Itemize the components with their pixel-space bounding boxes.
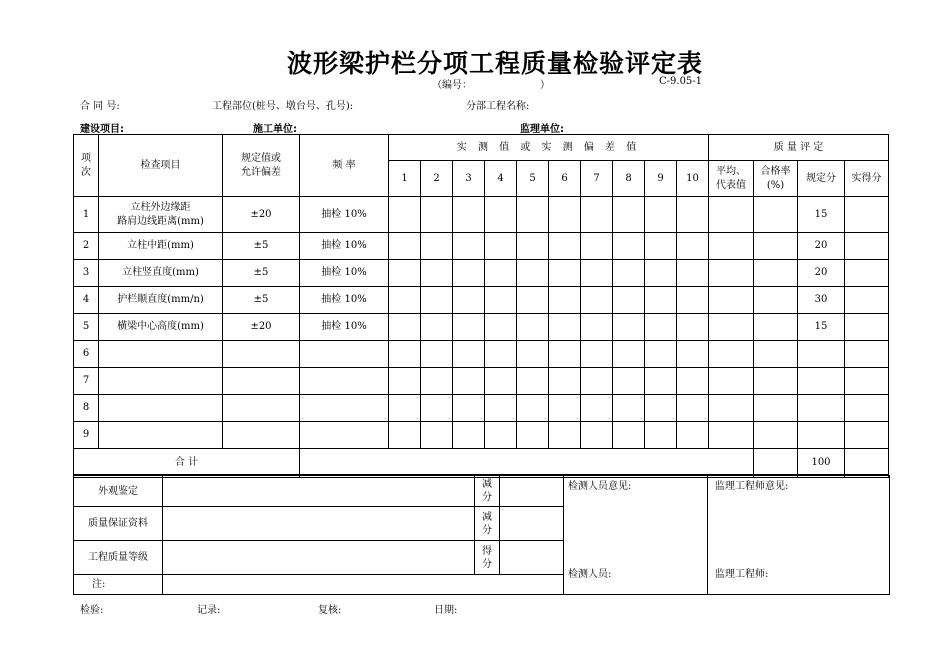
row-measured-cell [517,260,549,287]
row-frequency: 抽检 10% [300,197,389,233]
row-frequency: 抽检 10% [300,233,389,260]
row-check-item: 立柱竖直度(mm) [99,260,223,287]
total-pass-rate-cell [754,449,798,478]
row-measured-cell [581,260,613,287]
quality-docs-deduct-value [500,507,564,541]
row-measured-cell [581,233,613,260]
row-check-item [99,395,223,422]
measure-col-header: 6 [549,161,581,197]
measure-col-header: 9 [645,161,677,197]
header-measured-values: 实 测 值 或 实 测 偏 差 值 [389,135,709,161]
row-measured-cell [549,341,581,368]
row-average [709,197,754,233]
construction-project-label: 建设项目: [80,124,124,135]
measure-col-header: 8 [613,161,645,197]
inspector-opinion-label: 检测人员意见: [568,481,632,492]
row-average [709,233,754,260]
row-measured-cell [581,368,613,395]
row-measured-cell [485,395,517,422]
row-measured-cell [485,341,517,368]
row-measured-cell [453,260,485,287]
row-measured-cell [485,260,517,287]
row-tolerance: ±20 [223,314,300,341]
row-tolerance [223,368,300,395]
row-pass-rate [754,287,798,314]
row-measured-cell [517,368,549,395]
note-value [163,575,564,595]
row-measured-cell [453,287,485,314]
row-measured-cell [453,341,485,368]
row-tolerance: ±5 [223,233,300,260]
row-check-item [99,422,223,449]
inspector-label: 检测人员: [568,569,612,580]
row-score-spec [798,341,845,368]
row-measured-cell [549,197,581,233]
row-measured-cell [485,314,517,341]
header-average: 平均、 代表值 [709,161,754,197]
header-score-actual: 实得分 [845,161,889,197]
row-measured-cell [645,260,677,287]
row-measured-cell [453,422,485,449]
row-measured-cell [421,368,453,395]
row-item-no: 1 [74,197,99,233]
row-check-item [99,341,223,368]
row-measured-cell [677,287,709,314]
row-measured-cell [485,287,517,314]
row-measured-cell [613,395,645,422]
row-frequency [300,368,389,395]
row-pass-rate [754,260,798,287]
row-measured-cell [389,314,421,341]
table-row [74,314,889,341]
quality-grade-score-value [500,541,564,575]
quality-grade-label: 工程质量等级 [74,541,163,575]
row-measured-cell [581,314,613,341]
row-measured-cell [581,395,613,422]
inspection-table [73,134,889,478]
row-measured-cell [549,314,581,341]
header-score-spec: 规定分 [798,161,845,197]
table-row [74,233,889,260]
table-row [74,341,889,368]
row-item-no: 6 [74,341,99,368]
row-measured-cell [517,422,549,449]
row-measured-cell [453,197,485,233]
row-measured-cell [517,287,549,314]
row-tolerance [223,395,300,422]
row-measured-cell [453,314,485,341]
row-measured-cell [421,395,453,422]
row-frequency [300,395,389,422]
engineer-opinion-cell [708,476,890,595]
row-average [709,395,754,422]
row-pass-rate [754,422,798,449]
row-measured-cell [389,422,421,449]
row-measured-cell [613,422,645,449]
row-check-item: 立柱中距(mm) [99,233,223,260]
row-item-no: 9 [74,422,99,449]
row-check-item [99,368,223,395]
row-measured-cell [613,260,645,287]
footer-review: 复核: [318,605,342,616]
table-row [74,395,889,422]
row-measured-cell [453,233,485,260]
row-measured-cell [645,341,677,368]
row-measured-cell [581,197,613,233]
row-measured-cell [613,197,645,233]
row-measured-cell [677,368,709,395]
row-measured-cell [517,197,549,233]
appearance-deduct: 减 分 [475,476,500,507]
row-measured-cell [677,314,709,341]
row-pass-rate [754,341,798,368]
quality-docs-value [163,507,475,541]
row-frequency: 抽检 10% [300,260,389,287]
row-frequency: 抽检 10% [300,314,389,341]
row-score-actual [845,197,889,233]
row-average [709,314,754,341]
row-item-no: 5 [74,314,99,341]
row-measured-cell [389,233,421,260]
row-average [709,422,754,449]
header-item-no: 项 次 [74,135,99,197]
total-measured-cell [300,449,754,478]
row-tolerance: ±5 [223,287,300,314]
row-measured-cell [389,368,421,395]
row-measured-cell [581,287,613,314]
row-score-actual [845,368,889,395]
footer-check: 检验: [80,605,104,616]
row-measured-cell [453,368,485,395]
row-score-spec: 30 [798,287,845,314]
project-location-label: 工程部位(桩号、墩台号、孔号): [212,101,354,112]
row-tolerance [223,341,300,368]
row-measured-cell [613,341,645,368]
footer-date: 日期: [434,605,458,616]
row-score-spec: 20 [798,233,845,260]
row-check-item: 立柱外边缘距 路肩边线距离(mm) [99,197,223,233]
row-measured-cell [421,197,453,233]
row-score-actual [845,395,889,422]
row-score-spec [798,422,845,449]
form-code: C-9.05-1 [659,76,703,87]
row-measured-cell [517,341,549,368]
row-measured-cell [549,287,581,314]
row-measured-cell [549,368,581,395]
engineer-opinion-label: 监理工程师意见: [715,481,789,492]
row-frequency [300,422,389,449]
row-pass-rate [754,395,798,422]
measure-col-header: 5 [517,161,549,197]
engineer-label: 监理工程师: [715,569,769,580]
table-row [74,287,889,314]
construction-unit-label: 施工单位: [253,124,297,135]
measure-col-header: 10 [677,161,709,197]
table-row [74,260,889,287]
row-measured-cell [677,260,709,287]
row-measured-cell [677,197,709,233]
row-measured-cell [645,314,677,341]
row-average [709,368,754,395]
row-measured-cell [645,287,677,314]
row-score-spec: 20 [798,260,845,287]
row-measured-cell [389,260,421,287]
total-actual-cell [845,449,889,478]
row-measured-cell [613,368,645,395]
row-item-no: 7 [74,368,99,395]
supervision-unit-label: 监理单位: [520,124,564,135]
row-measured-cell [485,368,517,395]
row-measured-cell [517,395,549,422]
row-score-actual [845,422,889,449]
row-measured-cell [645,422,677,449]
row-average [709,287,754,314]
row-measured-cell [421,422,453,449]
row-measured-cell [677,395,709,422]
row-score-actual [845,233,889,260]
row-measured-cell [613,287,645,314]
measure-col-header: 2 [421,161,453,197]
row-average [709,341,754,368]
total-score: 100 [798,449,845,478]
row-measured-cell [421,341,453,368]
quality-grade-value [163,541,475,575]
row-score-actual [845,287,889,314]
row-score-spec [798,368,845,395]
row-measured-cell [645,233,677,260]
row-measured-cell [677,422,709,449]
serial-label: （编号： [432,80,472,91]
row-tolerance [223,422,300,449]
table-row [74,197,889,233]
row-tolerance: ±20 [223,197,300,233]
row-measured-cell [453,395,485,422]
inspector-opinion-cell [564,476,708,595]
contract-no-label: 合 同 号: [80,101,120,112]
row-measured-cell [485,422,517,449]
measure-col-header: 7 [581,161,613,197]
row-measured-cell [581,422,613,449]
row-item-no: 4 [74,287,99,314]
row-pass-rate [754,314,798,341]
assessment-table [73,475,890,595]
row-measured-cell [517,314,549,341]
table-row [74,368,889,395]
row-measured-cell [421,260,453,287]
note-label: 注: [74,575,163,595]
row-measured-cell [485,233,517,260]
row-measured-cell [677,341,709,368]
table-row [74,422,889,449]
quality-docs-label: 质量保证资料 [74,507,163,541]
row-pass-rate [754,197,798,233]
row-measured-cell [549,233,581,260]
row-measured-cell [677,233,709,260]
header-tolerance: 规定值或 允许偏差 [223,135,300,197]
row-measured-cell [421,314,453,341]
row-tolerance: ±5 [223,260,300,287]
appearance-label: 外观鉴定 [74,476,163,507]
row-measured-cell [389,395,421,422]
serial-close: ） [540,80,550,91]
row-check-item: 横梁中心高度(mm) [99,314,223,341]
row-measured-cell [421,233,453,260]
quality-grade-score: 得 分 [475,541,500,575]
row-measured-cell [389,341,421,368]
row-average [709,260,754,287]
row-check-item: 护栏顺直度(mm/n) [99,287,223,314]
row-measured-cell [613,314,645,341]
row-score-actual [845,314,889,341]
row-frequency [300,341,389,368]
quality-docs-deduct: 减 分 [475,507,500,541]
header-quality-evaluation: 质 量 评 定 [709,135,889,161]
row-measured-cell [485,197,517,233]
row-measured-cell [645,395,677,422]
row-score-spec: 15 [798,197,845,233]
row-measured-cell [645,197,677,233]
total-label: 合 计 [74,449,300,478]
row-measured-cell [389,287,421,314]
footer-record: 记录: [197,605,221,616]
row-score-actual [845,341,889,368]
header-pass-rate: 合格率 (%) [754,161,798,197]
row-measured-cell [389,197,421,233]
row-pass-rate [754,368,798,395]
row-score-spec: 15 [798,314,845,341]
row-score-spec [798,395,845,422]
row-measured-cell [549,422,581,449]
row-measured-cell [613,233,645,260]
row-measured-cell [421,287,453,314]
row-measured-cell [645,368,677,395]
row-measured-cell [549,395,581,422]
row-score-actual [845,260,889,287]
row-measured-cell [549,260,581,287]
header-frequency: 频 率 [300,135,389,197]
row-measured-cell [581,341,613,368]
row-item-no: 8 [74,395,99,422]
header-check-item: 检查项目 [99,135,223,197]
row-item-no: 3 [74,260,99,287]
row-item-no: 2 [74,233,99,260]
measure-col-header: 4 [485,161,517,197]
row-frequency: 抽检 10% [300,287,389,314]
row-pass-rate [754,233,798,260]
row-measured-cell [517,233,549,260]
measure-col-header: 1 [389,161,421,197]
appearance-deduct-value [500,476,564,507]
appearance-value [163,476,475,507]
measure-col-header: 3 [453,161,485,197]
sub-project-name-label: 分部工程名称: [466,101,530,112]
page-title: 波形梁护栏分项工程质量检验评定表 [286,49,703,78]
